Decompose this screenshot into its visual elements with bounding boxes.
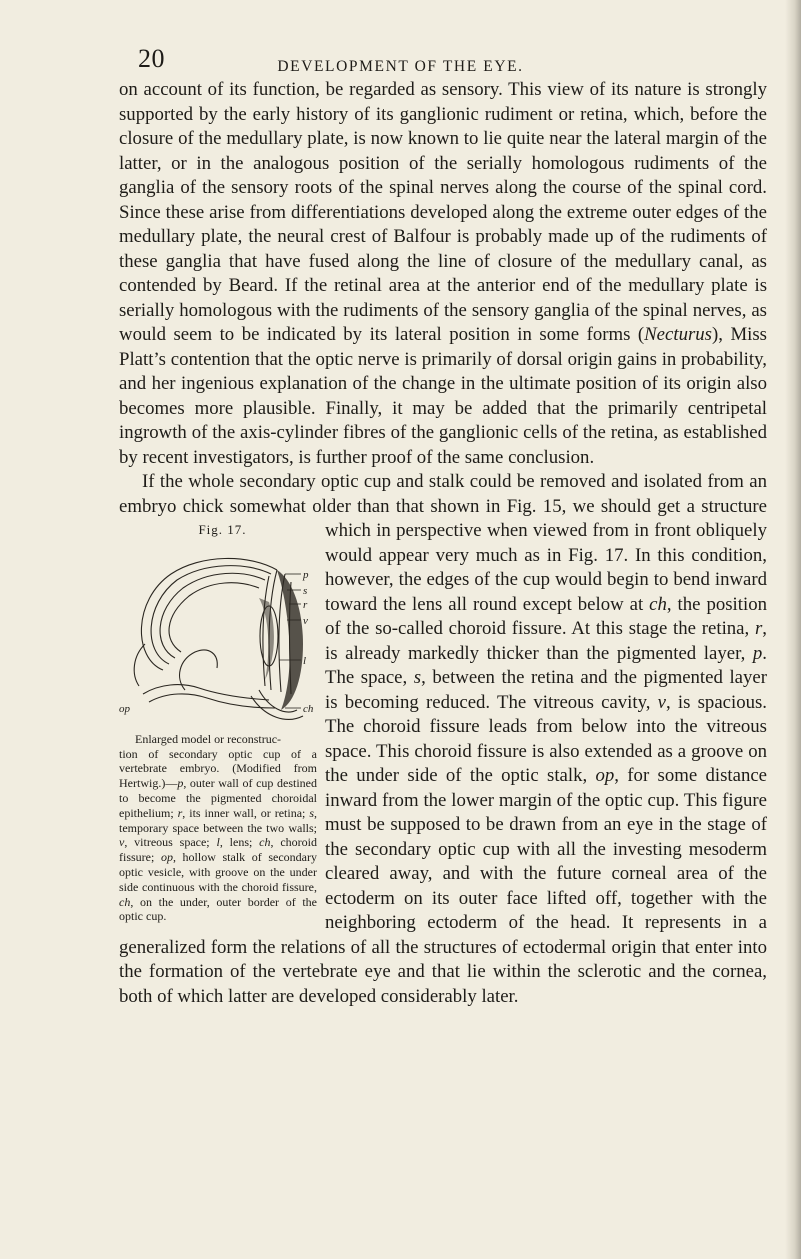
caption-text: , lens; — [219, 835, 260, 850]
caption-label: ch — [119, 894, 131, 909]
label-op: op — [119, 702, 130, 715]
caption-text: tion of secondary optic cup of a vertebrate embryo. (Modified from Hertwig.)— — [119, 746, 317, 791]
italic-label: v — [657, 691, 666, 713]
caption-label: v — [119, 835, 125, 850]
paragraph-2-text: obliquely would appear very much as in Fig. 17. In this condition, however, the edges of the cup would begin to bend inward toward the lens all round except below at — [325, 520, 767, 615]
paragraph-2-text: If the whole secondary optic cup and stalk could be removed and isolated from an embryo chick somewhat older than that shown in Fig. 15, we should get a structure which in perspective when viewed from in front — [119, 471, 767, 541]
label-ch: ch — [303, 702, 314, 715]
figure-caption — [119, 732, 317, 924]
paragraph-2-text: , for some distance inward from the lower margin of the optic cup. This figure must be supposed to be drawn from an eye in the stage of the secondary optic cup with all the investing mesoderm cleared away, and with the future corneal area of the ectoderm on its outer face lifted off, together with the neighboring ectoderm of the head. It represents in a generalized form the relations of all the structures of ectodermal origin that enter into the formation of the vertebrate eye and that lie within the sclerotic and the cornea, both of which latter are developed considerably later. — [119, 765, 768, 1007]
figure-title: Fig. 17. — [198, 522, 247, 537]
paragraph-2-text: , the position of the so-called choroid fissure. At this stage the retina, — [325, 593, 767, 639]
caption-lead: Enlarged model or reconstruc- — [135, 731, 282, 746]
species-name: Necturus — [644, 324, 712, 345]
caption-label: p — [177, 776, 184, 791]
label-p: p — [303, 568, 309, 581]
label-r: r — [303, 598, 308, 611]
italic-label: p — [752, 642, 763, 664]
paragraph-2-text: , between the retina and the pigmented layer is becoming reduced. The vitreous cavity, — [325, 667, 767, 713]
caption-text: , choroid fissure; — [119, 835, 317, 865]
body-text — [119, 78, 767, 1009]
page-edge-shadow — [785, 0, 801, 1259]
caption-text: , outer wall of cup destined to become the pigmented choroidal epithelium; — [119, 776, 317, 820]
italic-label: s — [413, 667, 422, 688]
label-v: v — [303, 614, 308, 627]
optic-cup-illustration — [119, 540, 317, 730]
figure-17 — [119, 523, 317, 924]
running-head: DEVELOPMENT OF THE EYE. — [277, 58, 524, 75]
paragraph-2-text: , is spacious. The choroid fissure leads from below into the vitreous space. This choroid fissure is also extended as a groove on the under side of the optic stalk, — [325, 691, 767, 786]
caption-label: l — [216, 835, 220, 850]
paragraph-2-text: , is already markedly thicker than the pigmented layer, — [325, 618, 767, 664]
caption-text: , vitreous space; — [124, 835, 217, 850]
italic-label: r — [754, 618, 763, 639]
page-number: 20 — [138, 44, 165, 73]
label-s: s — [303, 584, 308, 597]
caption-label: ch — [259, 835, 271, 850]
paragraph-1-text-end: ), Miss Platt’s contention that the optic nerve is primarily of dorsal origin gains in probability, and her ingenious explanation of the change in the ultimate position of its origin also becomes more plausible. Finally, it may be added that the primarily centripetal ingrowth of the axis-cylinder fibres of the ganglionic cells of the retina, as established by recent investigators, is further proof of the same conclusion. — [119, 324, 767, 468]
caption-label: r — [177, 805, 183, 820]
caption-text: , on the under, outer border of the optic cup. — [119, 894, 317, 924]
paragraph-1 — [119, 78, 767, 470]
paragraph-2 — [119, 470, 767, 1009]
caption-text: , its inner wall, or retina; — [182, 805, 310, 820]
caption-label: op — [160, 850, 173, 865]
caption-label: s — [309, 805, 315, 820]
label-l: l — [303, 654, 307, 667]
paragraph-1-text: on account of its function, be regarded as sensory. This view of its nature is strongly supported by the early history of its ganglionic rudiment or retina, which, before the closure of the medullary plate, is now known to lie quite near the lateral margin of the latter, or in the analogous position of the serially homologous rudiments of the ganglia of the sensory roots of the spinal nerves along the course of the spinal cord. Since these arise from differentiations developed along the extreme outer edges of the medullary plate, the neural crest of Balfour is probably made up of the rudiments of these ganglia that have fused along the line of closure of the medullary canal, as contended by Beard. If the retinal area at the anterior end of the medullary plate is serially homologous with the rudiments of the sensory ganglia of the spinal nerves, as would seem to be indicated by its lateral position in some forms ( — [119, 79, 767, 345]
caption-text: , temporary space between the two walls; — [119, 805, 318, 835]
caption-text: , hollow stalk of secondary optic vesicle, with groove on the under side continuous with the choroid fissure, — [119, 850, 318, 894]
paragraph-2-text: . The space, — [325, 642, 767, 688]
italic-label: ch — [649, 593, 667, 615]
italic-label: op — [595, 765, 615, 786]
